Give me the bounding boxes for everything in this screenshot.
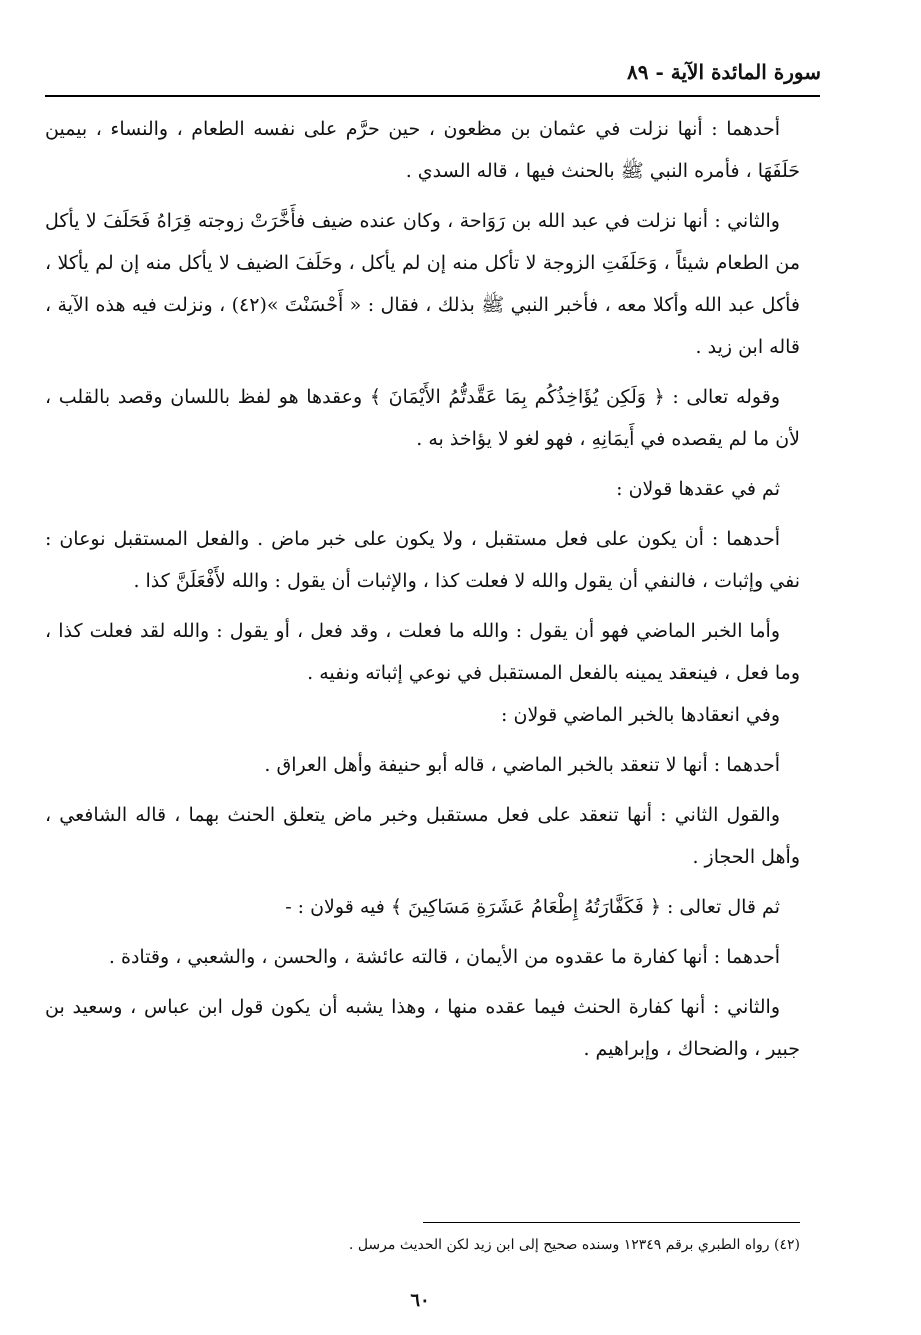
paragraph: وأما الخبر الماضي فهو أن يقول : والله ما فعلت ، وقد فعل ، أو يقول : والله لقد فعلت كذا ، وما فعل ، فينعقد يمينه بالفعل المستقبل في نوعي إثباته ونفيه . <box>45 620 800 684</box>
paragraph: ثم في عقدها قولان : <box>616 478 780 500</box>
paragraph: والثاني : أنها كفارة الحنث فيما عقده منها ، وهذا يشبه أن يكون قول ابن عباس ، وسعيد بن جبير ، والضحاك ، وإبراهيم . <box>45 996 800 1060</box>
footnote: (٤٢) رواه الطبري برقم ١٢٣٤٩ وسنده صحيح إلى ابن زيد لكن الحديث مرسل . <box>348 1237 800 1253</box>
body-text <box>45 108 800 1078</box>
paragraph: وقوله تعالى : ﴿ وَلَكِن يُؤَاخِذُكُم بِمَا عَقَّدتُّمُ الأَيْمَانَ ﴾ وعقدها هو لفظ باللسان وقصد بالقلب ، لأن ما لم يقصده في أَيمَانِهِ ، فهو لغو لا يؤاخذ به . <box>45 386 800 450</box>
paragraph: والقول الثاني : أنها تنعقد على فعل مستقبل وخبر ماض يتعلق الحنث بهما ، قاله الشافعي ، وأهل الحجاز . <box>45 804 800 868</box>
header-rule <box>45 95 820 97</box>
footnote-rule <box>423 1222 800 1223</box>
paragraph: أحدهما : أنها لا تنعقد بالخبر الماضي ، قاله أبو حنيفة وأهل العراق . <box>264 754 780 776</box>
paragraph: أحدهما : أن يكون على فعل مستقبل ، ولا يكون على خبر ماض . والفعل المستقبل نوعان : نفي وإثبات ، فالنفي أن يقول والله لا فعلت كذا ، والإثبات أن يقول : والله لأَفْعَلَنَّ كذا . <box>45 528 800 592</box>
paragraph: ثم قال تعالى : ﴿ فَكَفَّارَتُهُ إِطْعَامُ عَشَرَةِ مَسَاكِينَ ﴾ فيه قولان : - <box>285 896 780 918</box>
paragraph: والثاني : أنها نزلت في عبد الله بن رَوَاحة ، وكان عنده ضيف فأَخَّرَتْ زوجته قِرَاهُ فَحَلَفَ لا يأكل من الطعام شيئاً ، وَحَلَفَتِ الزوجة لا تأكل منه إن لم يأكل ، وحَلَفَ الضيف لا يأكل منه إن لم يأكلا ، فأكل عبد الله وأكلا معه ، فأخبر النبي ﷺ بذلك ، فقال : « أَحْسَنْتَ »(٤٢) ، ونزلت فيه هذه الآية ، قاله ابن زيد . <box>45 210 800 358</box>
page-number: ٦٠ <box>410 1290 430 1311</box>
paragraph: وفي انعقادها بالخبر الماضي قولان : <box>501 704 780 726</box>
paragraph: أحدهما : أنها نزلت في عثمان بن مظعون ، حين حرَّم على نفسه الطعام ، والنساء ، بيمين حَلَفَهَا ، فأمره النبي ﷺ بالحنث فيها ، قاله السدي . <box>45 118 800 182</box>
running-header: سورة المائدة الآية - ٨٩ <box>627 60 821 84</box>
paragraph: أحدهما : أنها كفارة ما عقدوه من الأيمان ، قالته عائشة ، والحسن ، والشعبي ، وقتادة . <box>108 946 780 968</box>
